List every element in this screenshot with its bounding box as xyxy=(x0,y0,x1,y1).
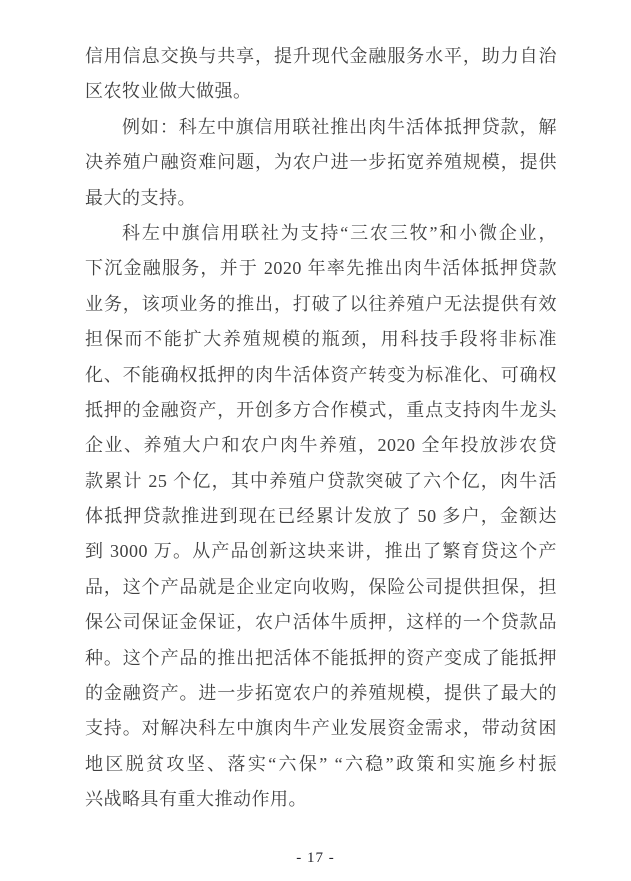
text-line: 最大的支持。 xyxy=(85,187,196,208)
text-line: 抵押的金融资产，开创多方合作模式，重点支持肉牛龙头 xyxy=(85,399,557,420)
text-line: 企业、养殖大户和农户肉牛养殖，2020 全年投放涉农贷 xyxy=(85,435,557,456)
text-line: 信用信息交换与共享，提升现代金融服务水平，助力自治 xyxy=(85,46,557,66)
text-line: 款累计 25 个亿，其中养殖户贷款突破了六个亿，肉牛活 xyxy=(85,470,557,491)
text-line: 的金融资产。进一步拓宽农户的养殖规模，提供了最大的 xyxy=(85,683,557,704)
text-line: 化、不能确权抵押的肉牛活体资产转变为标准化、可确权 xyxy=(85,364,557,385)
text-line: 担保而不能扩大养殖规模的瓶颈，用科技手段将非标准 xyxy=(85,329,557,350)
text-line: 决养殖户融资难问题，为农户进一步拓宽养殖规模，提供 xyxy=(85,152,557,173)
text-line: 保公司保证金保证，农户活体牛质押，这样的一个贷款品 xyxy=(85,612,557,633)
text-line: 品，这个产品就是企业定向收购，保险公司提供担保，担 xyxy=(85,576,557,597)
page-number: - 17 - xyxy=(296,850,335,866)
text-line: 业务，该项业务的推出，打破了以往养殖户无法提供有效 xyxy=(85,293,557,314)
paragraph xyxy=(85,110,557,216)
text-line: 兴战略具有重大推动作用。 xyxy=(85,789,307,810)
text-line: 种。这个产品的推出把活体不能抵押的资产变成了能抵押 xyxy=(85,647,557,668)
text-line: 科左中旗信用联社为支持“三农三牧”和小微企业， xyxy=(122,222,557,243)
text-line: 支持。对解决科左中旗肉牛产业发展资金需求，带动贫困 xyxy=(85,718,557,739)
text-line: 到 3000 万。从产品创新这块来讲，推出了繁育贷这个产 xyxy=(85,541,557,562)
paragraph xyxy=(85,216,557,818)
page-footer xyxy=(0,847,631,869)
document-body xyxy=(85,39,557,818)
text-line: 例如：科左中旗信用联社推出肉牛活体抵押贷款，解 xyxy=(122,116,557,137)
text-line: 体抵押贷款推进到现在已经累计发放了 50 多户，金额达 xyxy=(85,506,557,527)
text-line: 地区脱贫攻坚、落实“六保” “六稳”政策和实施乡村振 xyxy=(85,753,557,774)
paragraph xyxy=(85,39,557,110)
text-line: 区农牧业做大做强。 xyxy=(85,81,252,102)
text-line: 下沉金融服务，并于 2020 年率先推出肉牛活体抵押贷款 xyxy=(85,258,557,279)
